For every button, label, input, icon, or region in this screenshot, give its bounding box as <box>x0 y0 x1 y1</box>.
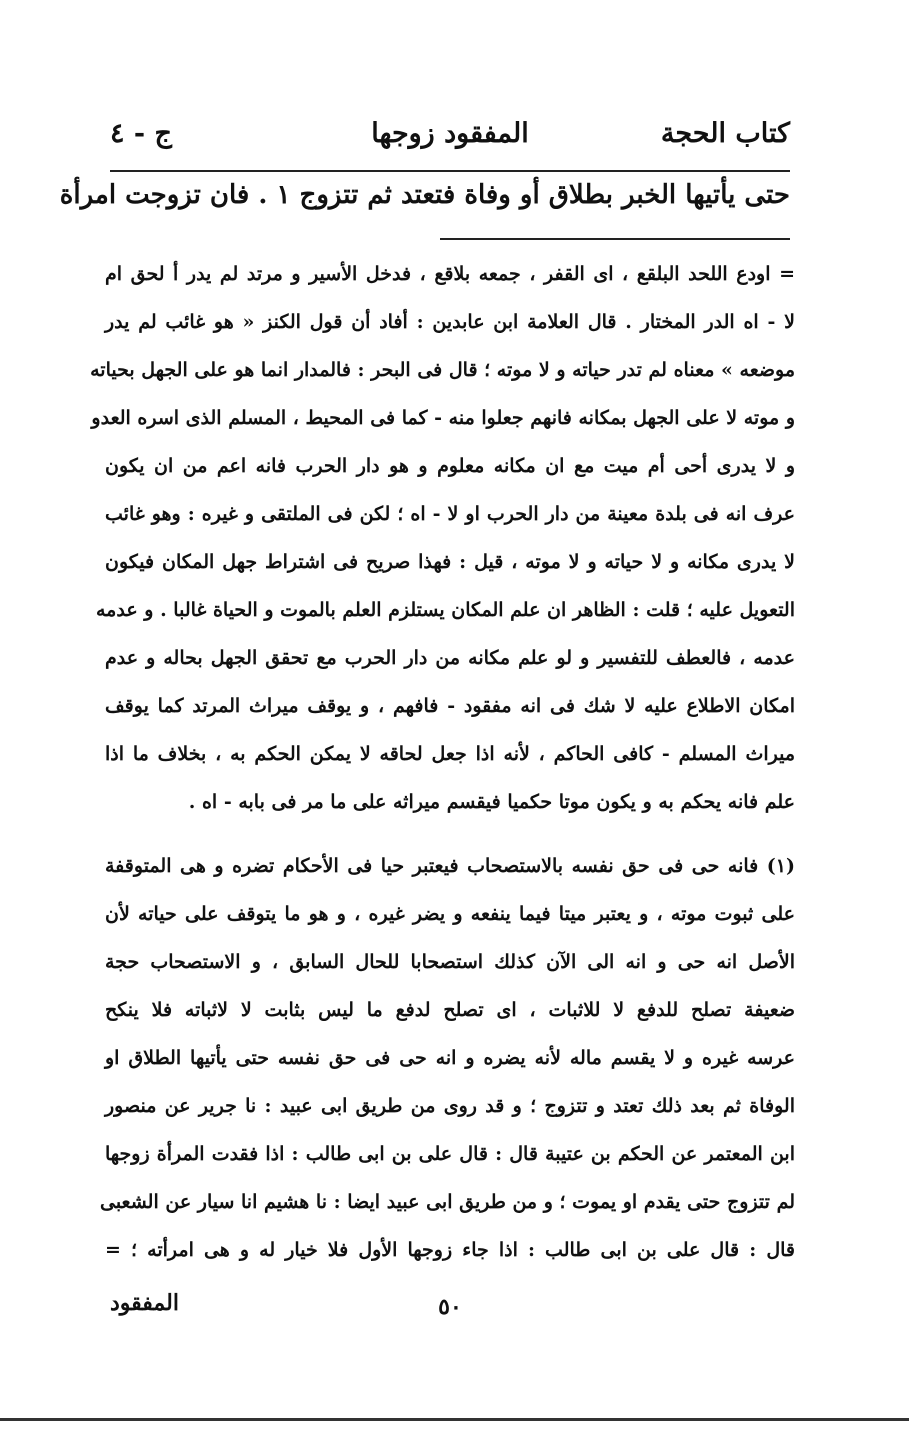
catchword: المفقود <box>110 1290 179 1316</box>
commentary-line: عدمه ، فالعطف للتفسير و لو علم مكانه من دار الحرب مع تحقق الجهل بحاله و عدم <box>105 647 795 669</box>
commentary-line: لا يدرى مكانه و لا حياته و لا موته ، قيل : فهذا صريح فى اشتراط جهل المكان فيكون <box>105 551 795 573</box>
footnote-line: قال : قال على بن ابى طالب : اذا جاء زوجها الأول فلا خيار له و هى امرأته ؛ = <box>105 1239 795 1261</box>
page-footer <box>110 1290 790 1330</box>
chapter-title: المفقود زوجها <box>371 118 529 149</box>
page-number: ٥٠ <box>438 1294 462 1320</box>
commentary-line: عرف انه فى بلدة معينة من دار الحرب او لا - اه ؛ لكن فى الملتقى و غيره : وهو غائب <box>105 503 795 525</box>
footnote-line: (١) فانه حى فى حق نفسه بالاستصحاب فيعتبر حيا فى الأحكام تضره و هى المتوقفة <box>105 855 795 877</box>
footnote-block <box>99 842 796 1274</box>
commentary-line: موضعه » معناه لم تدر حياته و لا موته ؛ قال فى البحر : فالمدار انما هو على الجهل بحياته <box>90 359 795 381</box>
commentary-block <box>90 250 795 826</box>
running-header <box>110 118 790 164</box>
footnote-line: ضعيفة تصلح للدفع لا للاثبات ، اى تصلح لدفع ما ليس بثابت لا لاثباته فلا ينكح <box>105 999 795 1021</box>
header-rule <box>110 170 790 172</box>
text-separator-rule <box>440 238 790 240</box>
main-text-line: حتى يأتيها الخبر بطلاق أو وفاة فتعتد ثم تتزوج ١ . فان تزوجت امرأة <box>59 180 790 210</box>
commentary-line: ميراث المسلم - كافى الحاكم ، لأنه اذا جعل لحاقه لا يمكن الحكم به ، بخلاف ما اذا <box>105 743 795 765</box>
commentary-line: التعويل عليه ؛ قلت : الظاهر ان علم المكان يستلزم العلم بالموت و الحياة غالبا . و عدمه <box>96 599 795 621</box>
footnote-line: الأصل انه حى و انه الى الآن كذلك استصحابا للحال السابق ، و الاستصحاب حجة <box>105 951 796 973</box>
commentary-line: امكان الاطلاع عليه لا شك فى انه مفقود - فافهم ، و يوقف ميراث المرتد كما يوقف <box>105 695 795 717</box>
footnote-line: الوفاة ثم بعد ذلك تعتد و تتزوج ؛ و قد روى من طريق ابى عبيد : نا جرير عن منصور <box>105 1095 795 1117</box>
volume-number: ج - ٤ <box>110 118 172 149</box>
footnote-line: لم تتزوج حتى يقدم او يموت ؛ و من طريق ابى عبيد ايضا : نا هشيم انا سيار عن الشعبى <box>99 1191 795 1213</box>
commentary-line: علم فانه يحكم به و يكون موتا حكميا فيقسم ميراثه على ما مر فى بابه - اه . <box>188 791 795 813</box>
commentary-line: و لا يدرى أحى أم ميت مع ان مكانه معلوم و هو دار الحرب فانه اعم من ان يكون <box>105 455 795 477</box>
footnote-line: عرسه غيره و لا يقسم ماله لأنه يضره و انه حى فى حق نفسه حتى يأتيها الطلاق او <box>105 1047 795 1069</box>
footnote-line: ابن المعتمر عن الحكم بن عتيبة قال : قال على بن ابى طالب : اذا فقدت المرأة زوجها <box>105 1143 795 1165</box>
footnote-line: على ثبوت موته ، و يعتبر ميتا فيما ينفعه و يضر غيره ، و هو ما يتوقف على حياته لأن <box>105 903 795 925</box>
commentary-line: = اودع اللحد البلقع ، اى القفر ، جمعه بلاقع ، فدخل الأسير و مرتد لم يدر أ لحق ام <box>105 263 795 285</box>
commentary-line: و موته لا على الجهل بمكانه فانهم جعلوا منه - كما فى المحيط ، المسلم الذى اسره العدو <box>91 407 795 429</box>
commentary-line: لا - اه الدر المختار . قال العلامة ابن عابدين : أفاد أن قول الكنز « هو غائب لم يدر <box>105 311 795 333</box>
scan-edge-line <box>0 1418 909 1421</box>
book-title: كتاب الحجة <box>660 118 790 149</box>
